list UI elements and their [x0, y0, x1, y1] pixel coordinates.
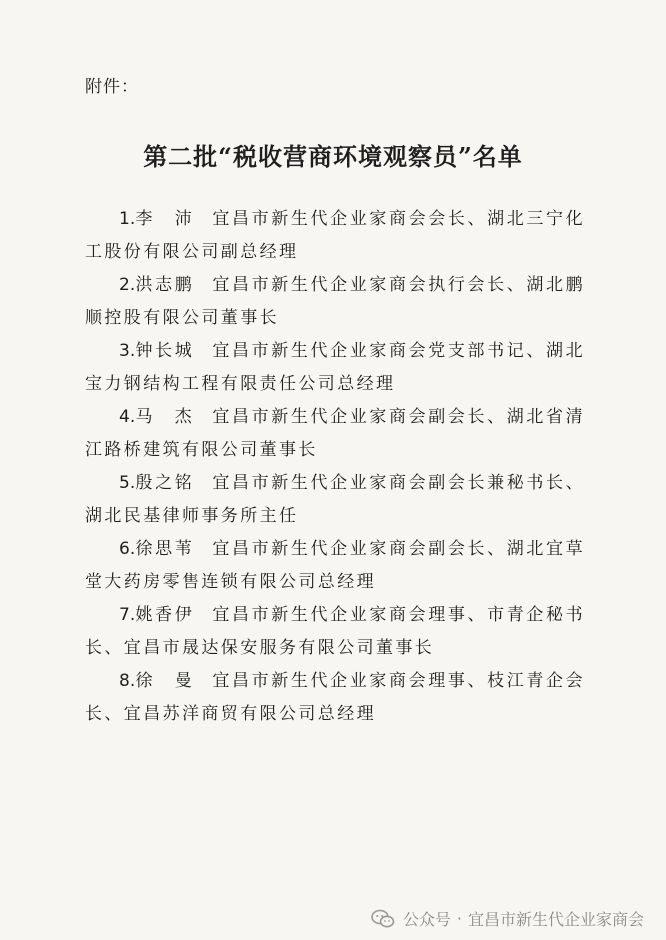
item-number: 5.: [119, 473, 136, 493]
wechat-icon: [371, 909, 395, 929]
item-description: 宜昌市新生代企业家商会副会长、湖北宜草堂大药房零售连锁有限公司总经理: [85, 539, 585, 592]
attachment-label: 附件：: [85, 77, 139, 97]
item-name: 马 杰: [135, 407, 195, 427]
item-name: 钟长城: [135, 341, 195, 361]
item-number: 2.: [119, 275, 136, 295]
list-item: [85, 665, 585, 731]
watermark-footer: [371, 907, 644, 930]
footer-account: 宜昌市新生代企业家商会: [467, 910, 644, 929]
item-description: 宜昌市新生代企业家商会副会长、湖北省清江路桥建筑有限公司董事长: [85, 407, 585, 460]
item-number: 8.: [119, 671, 136, 691]
list-item: [85, 203, 585, 269]
item-number: 7.: [119, 605, 136, 625]
footer-channel: 公众号: [402, 910, 451, 929]
item-description: 宜昌市新生代企业家商会党支部书记、湖北宝力钢结构工程有限责任公司总经理: [85, 341, 585, 394]
item-number: 6.: [119, 539, 136, 559]
item-name: 李 沛: [135, 209, 195, 229]
item-name: 殷之铭: [135, 473, 195, 493]
list-item: [85, 335, 585, 401]
list-item: [85, 467, 585, 533]
item-name: 徐 曼: [135, 671, 195, 691]
item-number: 3.: [119, 341, 136, 361]
list-item: [85, 599, 585, 665]
list-item: [85, 533, 585, 599]
list-item: [85, 401, 585, 467]
observer-list: [85, 203, 585, 731]
list-item: [85, 269, 585, 335]
item-description: 宜昌市新生代企业家商会执行会长、湖北鹏顺控股有限公司董事长: [85, 275, 585, 328]
item-description: 宜昌市新生代企业家商会理事、枝江青企会长、宜昌苏洋商贸有限公司总经理: [85, 671, 585, 724]
item-number: 1.: [119, 209, 136, 229]
item-name: 徐思苇: [135, 539, 195, 559]
item-name: 洪志鹏: [135, 275, 195, 295]
item-description: 宜昌市新生代企业家商会会长、湖北三宁化工股份有限公司副总经理: [85, 209, 585, 262]
footer-separator: ·: [456, 909, 462, 928]
page-title: 第二批“税收营商环境观察员”名单: [143, 142, 523, 171]
item-description: 宜昌市新生代企业家商会副会长兼秘书长、湖北民基律师事务所主任: [85, 473, 585, 526]
item-description: 宜昌市新生代企业家商会理事、市青企秘书长、宜昌市晟达保安服务有限公司董事长: [85, 605, 585, 658]
item-number: 4.: [119, 407, 136, 427]
item-name: 姚香伊: [135, 605, 195, 625]
